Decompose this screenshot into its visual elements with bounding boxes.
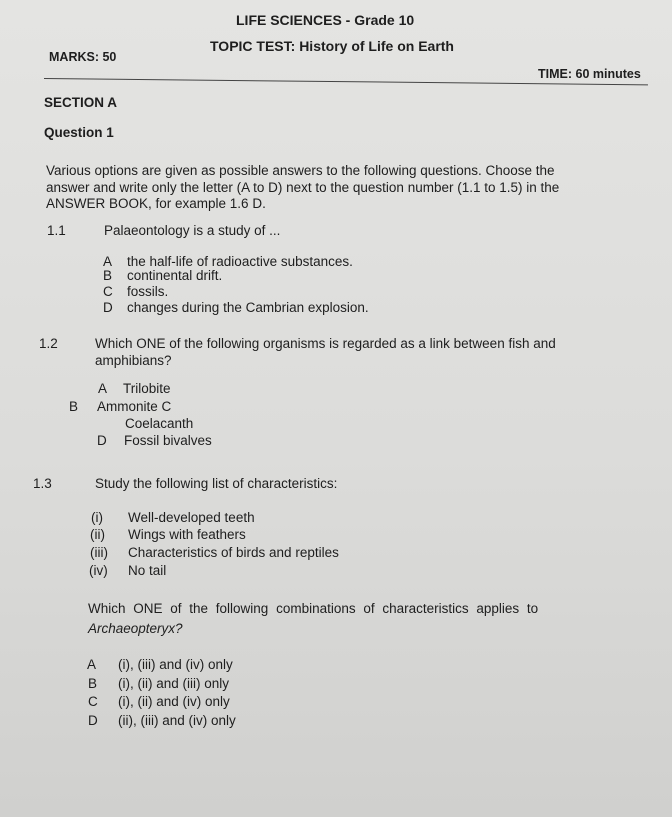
question-number: 1.2 <box>39 336 58 351</box>
option-letter: C <box>88 694 98 709</box>
topic-test-title: TOPIC TEST: History of Life on Earth <box>210 38 454 54</box>
option-text: Coelacanth <box>125 416 194 431</box>
marks-label: MARKS: 50 <box>49 50 117 64</box>
instruction-line: ANSWER BOOK, for example 1.6 D. <box>46 196 266 211</box>
option-letter: B <box>103 268 113 283</box>
question-prompt: Which ONE of the following combinations of characteristics applies to <box>88 601 539 616</box>
option-text: (i), (iii) and (iv) only <box>118 657 233 672</box>
characteristic-number: (iii) <box>90 545 108 560</box>
option-text: (i), (ii) and (iv) only <box>118 694 230 709</box>
question-text: Which ONE of the following organisms is regarded as a link between fish and <box>95 336 556 351</box>
option-text: (i), (ii) and (iii) only <box>118 676 230 691</box>
option-letter: B <box>69 399 79 414</box>
option-text: changes during the Cambrian explosion. <box>127 300 369 315</box>
option-text: continental drift. <box>127 268 223 283</box>
question-heading: Question 1 <box>44 125 114 140</box>
section-heading: SECTION A <box>44 95 118 110</box>
characteristic-text: No tail <box>128 563 167 578</box>
characteristic-text: Characteristics of birds and reptiles <box>128 545 339 560</box>
characteristic-text: Wings with feathers <box>128 527 246 542</box>
option-letter: D <box>103 300 113 315</box>
question-text: Study the following list of characteristics: <box>95 476 338 491</box>
document-title: LIFE SCIENCES - Grade 10 <box>236 12 415 28</box>
option-letter: C <box>103 284 113 299</box>
question-number: 1.1 <box>47 223 66 238</box>
characteristic-text: Well-developed teeth <box>128 510 255 525</box>
option-text: the half-life of radioactive substances. <box>127 254 353 269</box>
option-text: fossils. <box>127 284 169 299</box>
question-text: Palaeontology is a study of ... <box>104 223 281 238</box>
characteristic-number: (i) <box>91 510 103 525</box>
option-letter: A <box>103 254 113 269</box>
option-letter: D <box>97 433 107 448</box>
option-text: Fossil bivalves <box>124 433 212 448</box>
option-text: Ammonite C <box>97 399 172 414</box>
option-letter: B <box>88 676 98 691</box>
question-text: amphibians? <box>95 353 172 368</box>
option-letter: D <box>88 713 98 728</box>
option-letter: A <box>98 381 108 396</box>
characteristic-number: (iv) <box>89 563 108 578</box>
characteristic-number: (ii) <box>90 527 105 542</box>
time-label: TIME: 60 minutes <box>538 67 641 81</box>
instruction-line: answer and write only the letter (A to D) next to the question number (1.1 to 1.5) in the <box>46 180 560 195</box>
option-text: (ii), (iii) and (iv) only <box>118 713 236 728</box>
question-prompt: Archaeopteryx? <box>88 621 183 636</box>
question-number: 1.3 <box>33 476 52 491</box>
option-text: Trilobite <box>123 381 171 396</box>
instruction-line: Various options are given as possible answers to the following questions. Choose the <box>46 163 555 178</box>
option-letter: A <box>87 657 97 672</box>
